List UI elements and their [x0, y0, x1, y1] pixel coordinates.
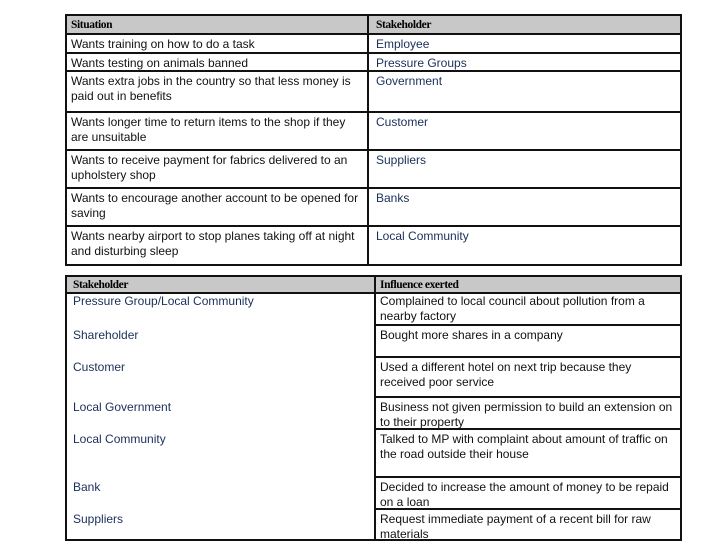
situation-cell: Wants longer time to return items to the shop if they are unsuitable [67, 113, 369, 149]
stakeholder-cell: Banks [376, 191, 410, 205]
stakeholder-influence-table [65, 275, 682, 541]
stakeholder-cell: Suppliers [376, 153, 427, 167]
situation-cell: Wants training on how to do a task [67, 35, 369, 52]
situation-cell: Wants to encourage another account to be opened for saving [67, 189, 369, 225]
influence-cell: Complained to local council about pollution from a nearby factory [376, 294, 680, 326]
header-stakeholder: Stakeholder [67, 277, 376, 292]
stakeholder-cell: Shareholder [67, 326, 376, 358]
influence-cell: Decided to increase the amount of money to be repaid on a loan [376, 478, 680, 510]
stakeholder-cell: Local Community [67, 430, 376, 478]
situation-cell: Wants testing on animals banned [67, 54, 369, 70]
influence-cell: Talked to MP with complaint about amount of traffic on the road outside their house [376, 430, 680, 478]
table-row [67, 358, 680, 398]
influence-cell: Business not given permission to build an extension on to their property [376, 398, 680, 430]
table-row [67, 294, 680, 326]
stakeholder-cell: Local Government [67, 398, 376, 430]
table-header-row [67, 16, 680, 35]
situation-cell: Wants to receive payment for fabrics delivered to an upholstery shop [67, 151, 369, 187]
stakeholder-cell: Pressure Groups [376, 56, 467, 70]
situation-stakeholder-table [65, 14, 682, 266]
header-influence: Influence exerted [380, 279, 459, 291]
table-row [67, 72, 680, 113]
situation-cell: Wants nearby airport to stop planes taking off at night and disturbing sleep [67, 227, 369, 264]
stakeholder-cell: Customer [67, 358, 376, 398]
table-row [67, 510, 680, 541]
table-row [67, 113, 680, 151]
table-header-row [67, 277, 680, 294]
header-stakeholder: Stakeholder [376, 19, 432, 31]
table-row [67, 54, 680, 72]
table-row [67, 398, 680, 430]
stakeholder-cell: Bank [67, 478, 376, 510]
stakeholder-cell: Pressure Group/Local Community [67, 294, 376, 326]
stakeholder-cell: Government [376, 74, 443, 88]
influence-cell: Bought more shares in a company [376, 326, 680, 358]
table-row [67, 189, 680, 227]
table-row [67, 430, 680, 478]
situation-cell: Wants extra jobs in the country so that less money is paid out in benefits [67, 72, 369, 111]
stakeholder-cell: Customer [376, 115, 429, 129]
table-row [67, 478, 680, 510]
stakeholder-cell: Local Community [376, 229, 469, 243]
table-row [67, 227, 680, 264]
table-row [67, 35, 680, 54]
stakeholder-cell: Suppliers [67, 510, 376, 541]
table-row [67, 151, 680, 189]
influence-cell: Request immediate payment of a recent bill for raw materials [380, 512, 651, 541]
table-row [67, 326, 680, 358]
stakeholder-cell: Employee [376, 37, 430, 51]
influence-cell: Used a different hotel on next trip because they received poor service [376, 358, 680, 398]
header-situation: Situation [67, 16, 369, 33]
